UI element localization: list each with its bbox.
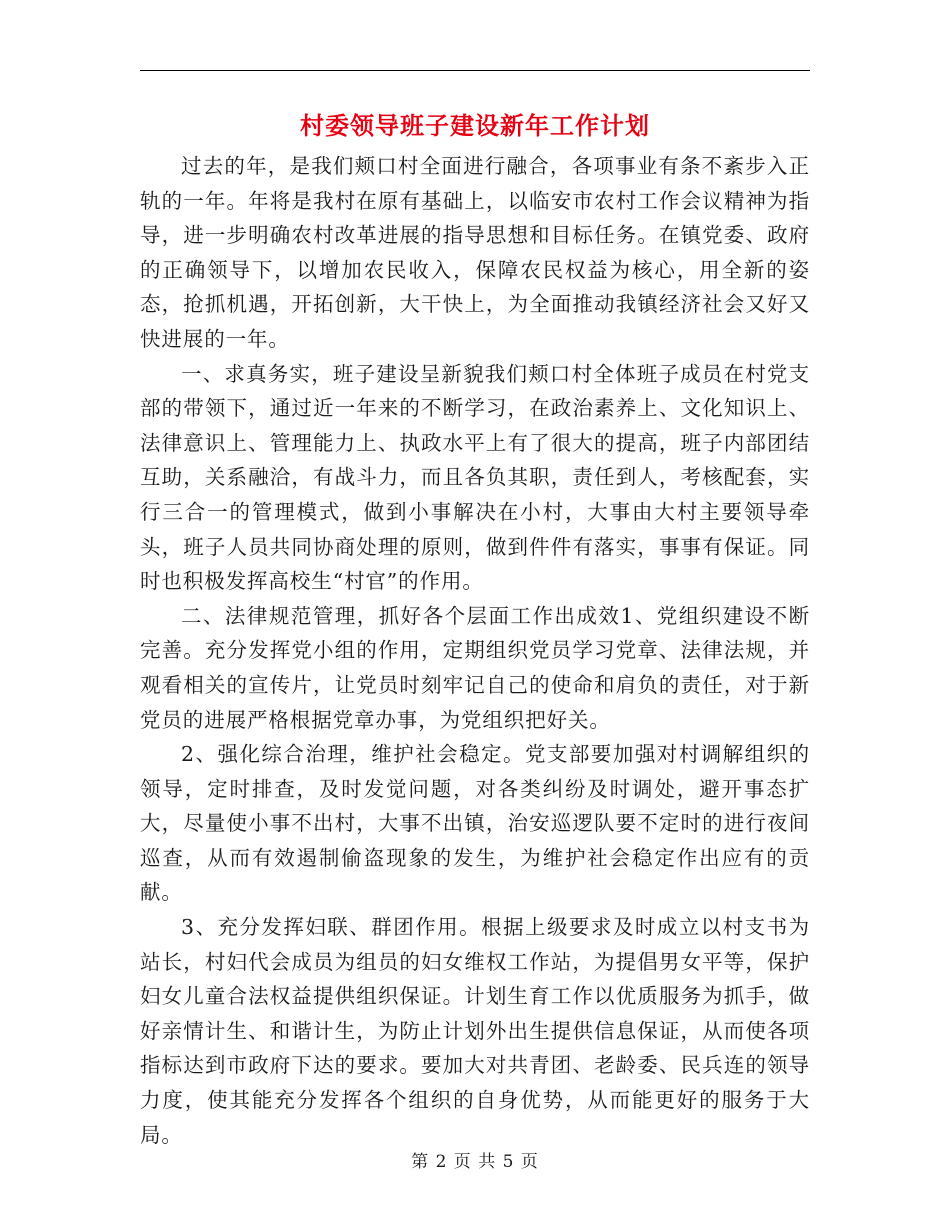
document-body (140, 149, 810, 1152)
page-number: 第 2 页 共 5 页 (411, 1152, 539, 1172)
paragraph-intro: 过去的年，是我们颊口村全面进行融合，各项事业有条不紊步入正轨的一年。年将是我村在原有基础上，以临安市农村工作会议精神为指导，进一步明确农村改革进展的指导思想和目标任务。在镇党委、政府的正确领导下，以增加农民收入，保障农民权益为核心，用全新的姿态，抢抓机遇，开拓创新，大干快上，为全面推动我镇经济社会又好又快进展的一年。 (140, 154, 810, 351)
paragraph-item-2: 2、强化综合治理，维护社会稳定。党支部要加强对村调解组织的领导，定时排查，及时发觉问题，对各类纠纷及时调处，避开事态扩大，尽量使小事不出村，大事不出镇，治安巡逻队要不定时的进行夜间巡查，从而有效遏制偷盗现象的发生，为维护社会稳定作出应有的贡献。 (140, 742, 810, 905)
paragraph-section-2: 二、法律规范管理，抓好各个层面工作出成效1、党组织建设不断完善。充分发挥党小组的作用，定期组织党员学习党章、法律法规，并观看相关的宣传片，让党员时刻牢记自己的使命和肩负的责任，对于新党员的进展严格根据党章办事，为党组织把好关。 (140, 603, 810, 732)
header-rule (140, 70, 810, 71)
document-title: 村委领导班子建设新年工作计划 (300, 111, 650, 140)
paragraph-item-3: 3、充分发挥妇联、群团作用。根据上级要求及时成立以村支书为站长，村妇代会成员为组员的妇女维权工作站，为提倡男女平等，保护妇女儿童合法权益提供组织保证。计划生育工作以优质服务为抓手，做好亲情计生、和谐计生，为防止计划外出生提供信息保证，从而使各项指标达到市政府下达的要求。要加大对共青团、老龄委、民兵连的领导力度，使其能充分发挥各个组织的自身优势，从而能更好的服务于大局。 (140, 915, 810, 1147)
paragraph-section-1: 一、求真务实，班子建设呈新貌我们颊口村全体班子成员在村党支部的带领下，通过近一年来的不断学习，在政治素养上、文化知识上、法律意识上、管理能力上、执政水平上有了很大的提高，班子内部团结互助，关系融洽，有战斗力，而且各负其职，责任到人，考核配套，实行三合一的管理模式，做到小事解决在小村，大事由大村主要领导牵头，班子人员共同协商处理的原则，做到件件有落实，事事有保证。同时也积极发挥高校生“村官”的作用。 (140, 361, 810, 594)
